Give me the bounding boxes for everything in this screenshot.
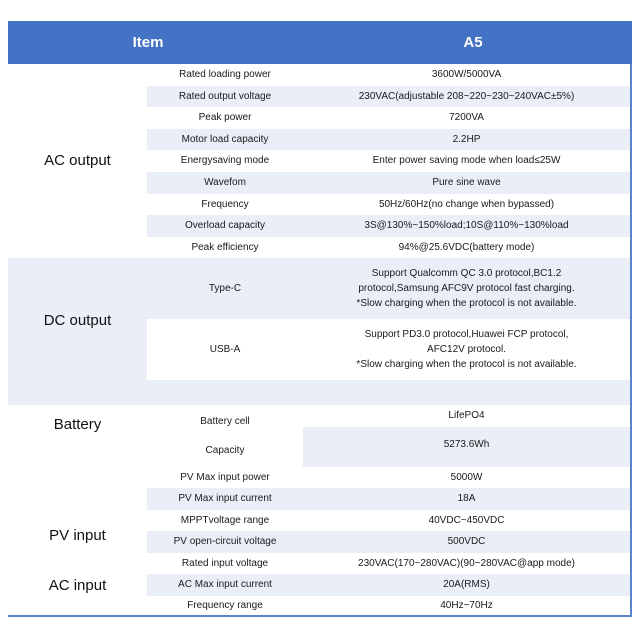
spec-key: Peak power xyxy=(198,112,252,123)
table-row xyxy=(147,172,630,194)
spec-key: Overload capacity xyxy=(184,220,266,231)
spec-value xyxy=(303,266,630,311)
table-row xyxy=(147,107,630,129)
spec-key: MPPTvoltage range xyxy=(180,515,270,526)
spec-value-line: Support PD3.0 protocol,Huawei FCP protocol, xyxy=(364,329,569,340)
spec-value: 40Hz~70Hz xyxy=(440,600,493,611)
spec-key: Type-C xyxy=(208,283,242,294)
spec-value: 5000W xyxy=(450,472,483,483)
spec-value: Pure sine wave xyxy=(432,177,501,188)
spec-value: 230VAC(170~280VAC)(90~280VAC@app mode) xyxy=(358,558,575,569)
table-row xyxy=(147,64,630,86)
table-row xyxy=(147,510,630,531)
spec-value-line: AFC12V protocol. xyxy=(427,344,506,355)
spec-value-line: Support Qualcomm QC 3.0 protocol,BC1.2 xyxy=(371,268,562,279)
table-row xyxy=(147,405,630,427)
spec-value: 7200VA xyxy=(449,112,484,123)
spec-key: Peak efficiency xyxy=(191,242,259,253)
table-row xyxy=(147,574,630,596)
spec-key: Rated loading power xyxy=(179,69,271,80)
table-row xyxy=(147,194,630,215)
table-row xyxy=(147,467,630,488)
spec-value: 50Hz/60Hz(no change when bypassed) xyxy=(378,199,555,210)
table-right-border xyxy=(630,64,632,617)
spec-value: 94%@25.6VDC(battery mode) xyxy=(398,242,535,253)
spec-value: 500VDC xyxy=(447,536,486,547)
table-row xyxy=(147,258,630,319)
spec-key: Motor load capacity xyxy=(181,134,269,145)
table-header xyxy=(8,21,632,64)
spec-value: 18A xyxy=(457,493,476,504)
header-item-label: Item xyxy=(132,34,164,51)
table-bottom-border xyxy=(8,615,632,617)
spec-value: Enter power saving mode when load≤25W xyxy=(372,155,561,166)
spec-value: 40VDC~450VDC xyxy=(428,515,505,526)
spec-value: 230VAC(adjustable 208~220~230~240VAC±5%) xyxy=(358,91,575,102)
spec-key: Frequency xyxy=(201,199,249,210)
section-ac-output: AC output xyxy=(44,152,111,169)
table-row xyxy=(147,488,630,510)
table-row xyxy=(147,531,630,553)
spec-key: USB-A xyxy=(209,344,241,355)
table-row xyxy=(147,319,630,380)
section-pv-input: PV input xyxy=(49,527,106,544)
spec-key: PV Max input current xyxy=(178,493,272,504)
spec-value-line: *Slow charging when the protocol is not available. xyxy=(356,359,577,370)
spec-value xyxy=(303,327,630,372)
spec-value: 2.2HP xyxy=(452,134,481,145)
spec-key: Rated input voltage xyxy=(181,558,269,569)
table-row xyxy=(147,596,630,616)
table-row xyxy=(147,86,630,107)
table-row xyxy=(147,237,630,258)
table-row xyxy=(147,150,630,172)
spec-key: Wavefom xyxy=(204,177,246,188)
header-model-label: A5 xyxy=(463,34,483,51)
spec-value: LifePO4 xyxy=(448,410,485,421)
section-ac-input: AC input xyxy=(48,577,107,594)
section-battery: Battery xyxy=(53,416,102,433)
spec-key: PV Max input power xyxy=(180,472,270,483)
table-row xyxy=(147,553,630,574)
table-row xyxy=(147,129,630,150)
spec-value: 3600W/5000VA xyxy=(431,69,502,80)
table-row xyxy=(147,215,630,237)
spec-value-line: protocol,Samsung AFC9V protocol fast charging. xyxy=(358,283,575,294)
spec-value: 5273.6Wh xyxy=(443,439,490,450)
spec-key: AC Max input current xyxy=(178,579,272,590)
spec-key: PV open-circuit voltage xyxy=(173,536,277,547)
spec-key: Frequency range xyxy=(187,600,263,611)
spec-value: 20A(RMS) xyxy=(443,579,490,590)
table-row xyxy=(147,427,630,467)
spec-value: 3S@130%~150%load;10S@110%~130%load xyxy=(364,220,569,231)
spec-key: Rated output voltage xyxy=(178,91,272,102)
spec-key: Energysaving mode xyxy=(180,155,270,166)
spec-key: Battery cell xyxy=(200,416,250,427)
section-dc-output: DC output xyxy=(43,312,112,329)
spec-key: Capacity xyxy=(205,445,245,456)
spec-value-line: *Slow charging when the protocol is not available. xyxy=(356,298,577,309)
